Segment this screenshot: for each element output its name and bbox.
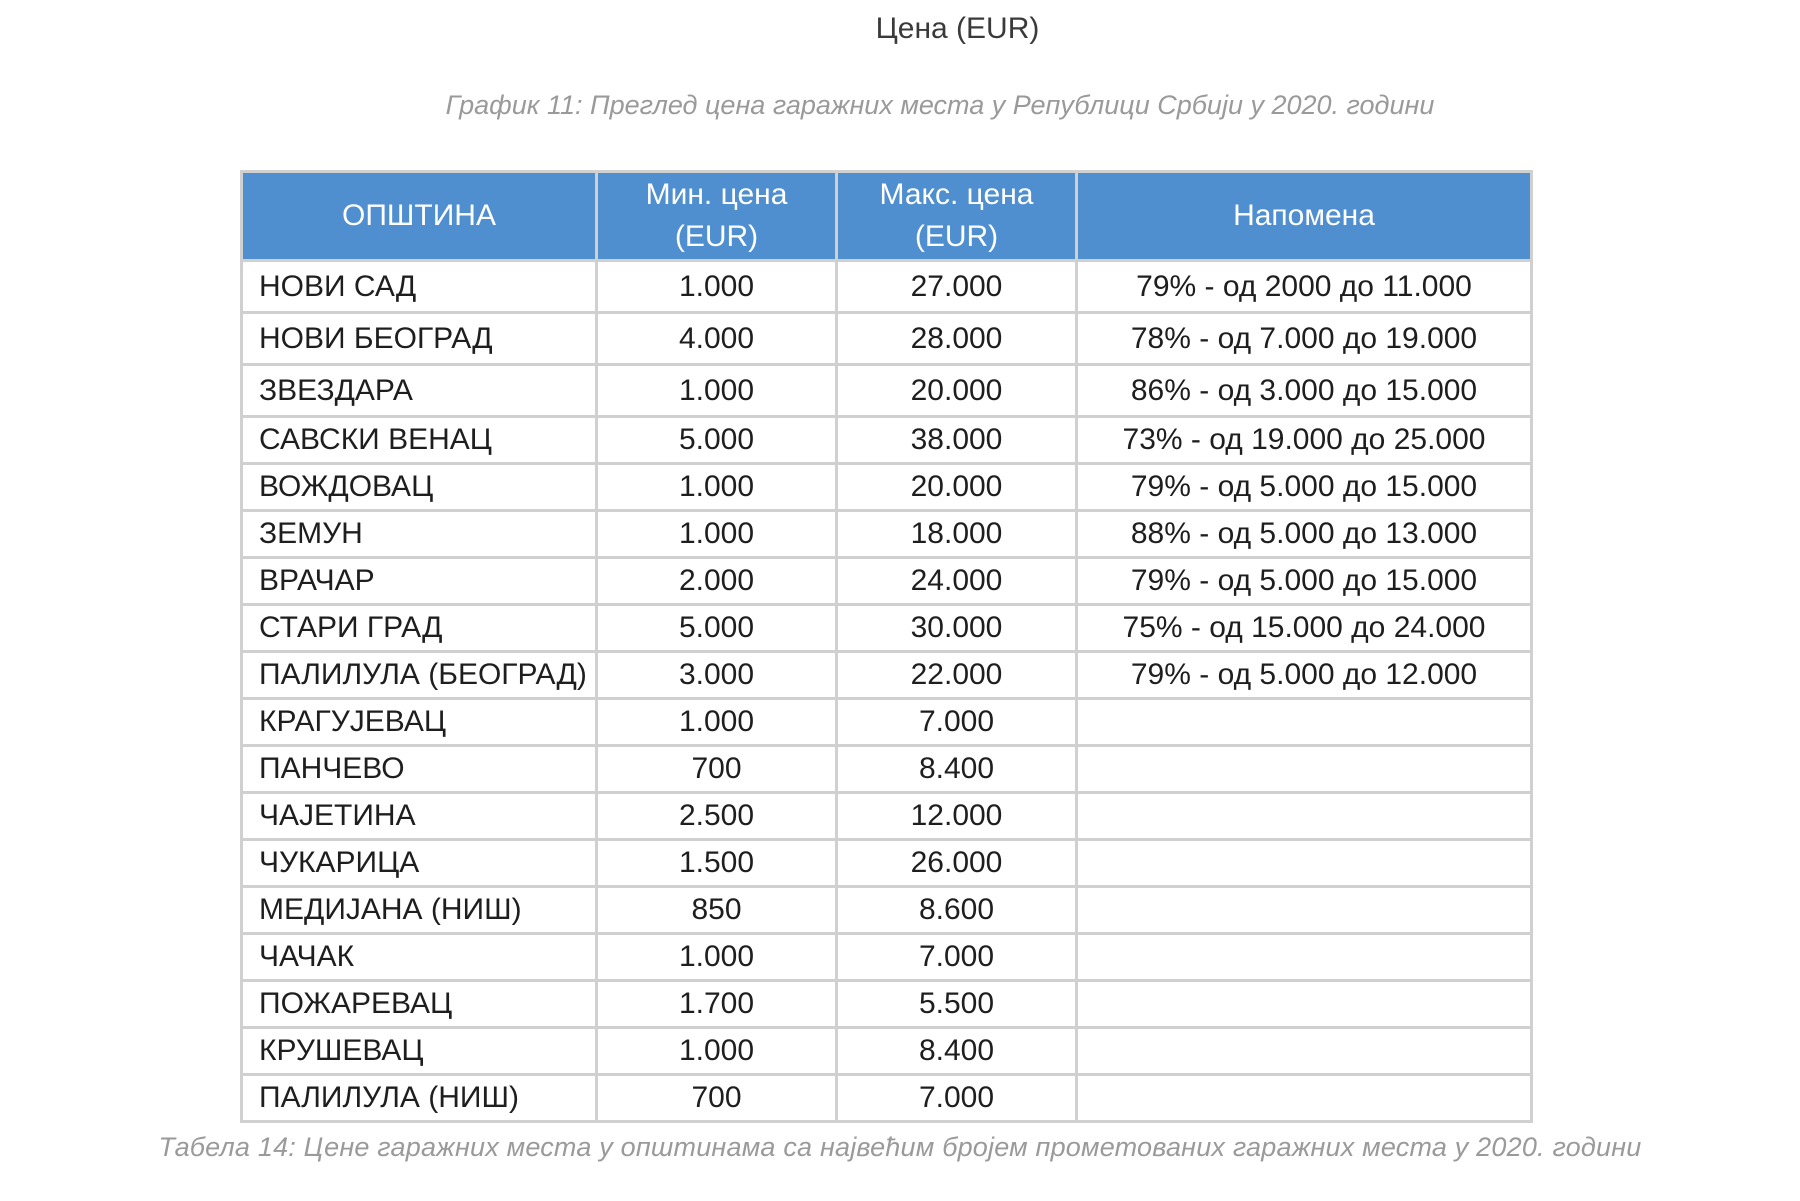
- cell-min-price: 5.000: [597, 417, 837, 464]
- cell-municipality: ВРАЧАР: [242, 558, 597, 605]
- chart-caption: График 11: Преглед цена гаражних места у Републици Србији у 2020. години: [445, 90, 1435, 120]
- table-row: [242, 652, 1532, 699]
- cell-min-price: 1.000: [597, 511, 837, 558]
- table-row: [242, 511, 1532, 558]
- cell-municipality: МЕДИЈАНА (НИШ): [242, 887, 597, 934]
- cell-municipality: ВОЖДОВАЦ: [242, 464, 597, 511]
- cell-municipality: ПОЖАРЕВАЦ: [242, 981, 597, 1028]
- table-header: [242, 172, 1532, 261]
- cell-note: 75% - од 15.000 до 24.000: [1077, 605, 1532, 652]
- cell-min-price: 1.000: [597, 365, 837, 417]
- cell-note: 79% - од 5.000 до 15.000: [1077, 558, 1532, 605]
- cell-note: 86% - од 3.000 до 15.000: [1077, 365, 1532, 417]
- cell-max-price: 30.000: [837, 605, 1077, 652]
- cell-municipality: СТАРИ ГРАД: [242, 605, 597, 652]
- cell-note: [1077, 840, 1532, 887]
- table-row: [242, 313, 1532, 365]
- cell-min-price: 850: [597, 887, 837, 934]
- cell-max-price: 27.000: [837, 261, 1077, 313]
- header-note: Напомена: [1077, 172, 1532, 261]
- cell-max-price: 20.000: [837, 365, 1077, 417]
- cell-max-price: 12.000: [837, 793, 1077, 840]
- cell-max-price: 7.000: [837, 934, 1077, 981]
- cell-min-price: 2.500: [597, 793, 837, 840]
- cell-municipality: ЧАЈЕТИНА: [242, 793, 597, 840]
- header-max-price: [837, 172, 1077, 261]
- cell-min-price: 1.000: [597, 261, 837, 313]
- cell-min-price: 700: [597, 746, 837, 793]
- cell-max-price: 20.000: [837, 464, 1077, 511]
- header-max-price-label: Макс. цена (EUR): [879, 178, 1034, 253]
- table-row: [242, 605, 1532, 652]
- table-row: [242, 261, 1532, 313]
- cell-note: [1077, 981, 1532, 1028]
- cell-municipality: ЧАЧАК: [242, 934, 597, 981]
- cell-note: [1077, 793, 1532, 840]
- table-row: [242, 840, 1532, 887]
- cell-min-price: 5.000: [597, 605, 837, 652]
- cell-note: [1077, 887, 1532, 934]
- cell-max-price: 5.500: [837, 981, 1077, 1028]
- cell-max-price: 8.400: [837, 1028, 1077, 1075]
- table-row: [242, 746, 1532, 793]
- header-municipality: ОПШТИНА: [242, 172, 597, 261]
- table-body: [242, 261, 1532, 1122]
- cell-municipality: НОВИ САД: [242, 261, 597, 313]
- cell-min-price: 2.000: [597, 558, 837, 605]
- cell-max-price: 22.000: [837, 652, 1077, 699]
- cell-min-price: 1.700: [597, 981, 837, 1028]
- cell-municipality: ЧУКАРИЦА: [242, 840, 597, 887]
- cell-max-price: 7.000: [837, 1075, 1077, 1122]
- table-row: [242, 934, 1532, 981]
- table-row: [242, 793, 1532, 840]
- table-row: [242, 981, 1532, 1028]
- cell-note: [1077, 934, 1532, 981]
- chart-axis-label: Цена (EUR): [875, 12, 1040, 45]
- cell-municipality: ПАЛИЛУЛА (БЕОГРАД): [242, 652, 597, 699]
- cell-note: 79% - од 5.000 до 15.000: [1077, 464, 1532, 511]
- cell-note: 88% - од 5.000 до 13.000: [1077, 511, 1532, 558]
- cell-min-price: 4.000: [597, 313, 837, 365]
- cell-note: 73% - од 19.000 до 25.000: [1077, 417, 1532, 464]
- table-row: [242, 699, 1532, 746]
- cell-max-price: 26.000: [837, 840, 1077, 887]
- table-row: [242, 558, 1532, 605]
- cell-note: [1077, 746, 1532, 793]
- cell-municipality: ПАНЧЕВО: [242, 746, 597, 793]
- table-row: [242, 1028, 1532, 1075]
- cell-note: [1077, 699, 1532, 746]
- cell-municipality: САВСКИ ВЕНАЦ: [242, 417, 597, 464]
- header-min-price-label: Мин. цена (EUR): [645, 178, 788, 253]
- cell-municipality: ПАЛИЛУЛА (НИШ): [242, 1075, 597, 1122]
- cell-note: [1077, 1028, 1532, 1075]
- table-row: [242, 1075, 1532, 1122]
- table-row: [242, 464, 1532, 511]
- cell-municipality: ЗВЕЗДАРА: [242, 365, 597, 417]
- cell-max-price: 8.400: [837, 746, 1077, 793]
- cell-min-price: 1.000: [597, 1028, 837, 1075]
- cell-max-price: 38.000: [837, 417, 1077, 464]
- cell-max-price: 8.600: [837, 887, 1077, 934]
- cell-note: 79% - од 2000 до 11.000: [1077, 261, 1532, 313]
- cell-municipality: ЗЕМУН: [242, 511, 597, 558]
- cell-note: [1077, 1075, 1532, 1122]
- cell-min-price: 1.000: [597, 934, 837, 981]
- garage-price-table: [240, 170, 1533, 1123]
- cell-max-price: 7.000: [837, 699, 1077, 746]
- table-caption: Табела 14: Цене гаражних места у општинама са највећим бројем прометованих гаражних места у 2020. години: [158, 1132, 1642, 1162]
- cell-max-price: 18.000: [837, 511, 1077, 558]
- cell-note: 78% - од 7.000 до 19.000: [1077, 313, 1532, 365]
- cell-municipality: КРАГУЈЕВАЦ: [242, 699, 597, 746]
- table-row: [242, 417, 1532, 464]
- table-row: [242, 887, 1532, 934]
- cell-min-price: 700: [597, 1075, 837, 1122]
- table-row: [242, 365, 1532, 417]
- cell-max-price: 28.000: [837, 313, 1077, 365]
- cell-municipality: КРУШЕВАЦ: [242, 1028, 597, 1075]
- cell-min-price: 1.500: [597, 840, 837, 887]
- cell-min-price: 1.000: [597, 464, 837, 511]
- header-min-price: [597, 172, 837, 261]
- cell-note: 79% - од 5.000 до 12.000: [1077, 652, 1532, 699]
- cell-municipality: НОВИ БЕОГРАД: [242, 313, 597, 365]
- cell-min-price: 1.000: [597, 699, 837, 746]
- cell-max-price: 24.000: [837, 558, 1077, 605]
- cell-min-price: 3.000: [597, 652, 837, 699]
